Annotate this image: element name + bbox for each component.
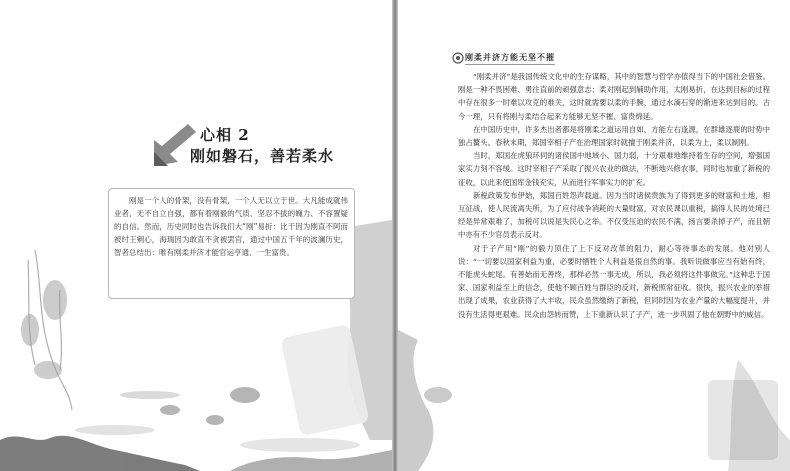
intro-text: 刚是一个人的骨架，没有骨架，一个人无以立于世。大凡能成就伟业者，无不自立自强，都有着刚毅的气质、坚忍不拔的魄力、不容置疑的自信。然而，历史同时也告诉我们大“刚”易折：比干因为刚直不阿而被纣王剜心，海瑞因为敢直不贪被罢官，通过中国五千年的波澜历史，智者总结出：唯有刚柔并济才能官运亨通、一生富贵。 <box>114 196 348 257</box>
body-text <box>458 70 770 321</box>
paragraph: 在中国历史中，许多杰出者都是将刚柔之道运用自如，方能左右逢源，在群雄逐鹿的时势中独占鳌头。春秋末期，郑国宰相子产在治理国家时就擅于刚柔并济，以柔为上，柔以制刚。 <box>458 124 770 148</box>
section-title: 刚柔并济方能无坚不摧 <box>465 52 555 65</box>
paragraph: 当时，郑国在虎狼环伺的诸侯国中地域小、国力弱，十分艰难地维持着生存的空间，增强国家实力刻不容缓。这时宰相子产采取了振兴农业的做法，不断地兴修农事，同时也加重了新税的征收，以此来使国库金钱充实，从而进行军事实力的扩充。 <box>458 151 770 187</box>
paragraph: 对于子产用“刚”的毅力顶住了上下反对改革的阻力，耐心等待事态的发展。他对别人说：“一切要以国家利益为重，必要时牺牲个人利益是很自然的事。我听说做事应当有始有终，不能虎头蛇尾。有善始而无善终，那样必然一事无成，所以，我必须将这件事做完。”这种忠于国家、国家利益至上的信念，使他不顾百姓与群臣的反对，新税照常征收。很快，振兴农业的举措出现了成果，农业获得了大丰收，民众虽然缴纳了新税，但同时因为农业产量的大幅度提升，并没有生活得更艰难。民众由怨转而赞，上下重新认识了子产，进一步巩固了他在朝野中的威信。 <box>458 243 770 319</box>
section-bullet-icon <box>452 52 464 64</box>
left-page <box>0 0 392 471</box>
chapter-number: 心相 2 <box>200 126 250 144</box>
chapter-title: 刚如磐石，善若柔水 <box>190 147 335 165</box>
paragraph: “刚柔并济”是我国传统文化中的生存谋略，其中的智慧与哲学亦值得当下的中国社会借鉴。刚是一种不畏困难、勇往直前的顽强意志；柔对刚起到辅助作用，太刚易折，在达到目标的过程中存在很多一时难以攻克的难关，这时就需要以柔的手腕，通过水滴石穿的渐进来达到目的。古今一理，只有将刚与柔结合起来方能够无坚不摧、富贵绵延。 <box>458 72 770 121</box>
paragraph: 新税政策发布伊始，郑国百姓怨声载道。因为当时诸侯贵族为了得到更多的财富和土地，相互征战，使人民流离失所，为了应付战争消耗的大量财富，对农民课以重税，搞得人民的处境已经是异常艰难了，加税可以说是失民心之举。不仅受压迫的农民不满，扬言要杀掉子产，而且朝中亦有不少官员表示反对。 <box>458 190 770 240</box>
